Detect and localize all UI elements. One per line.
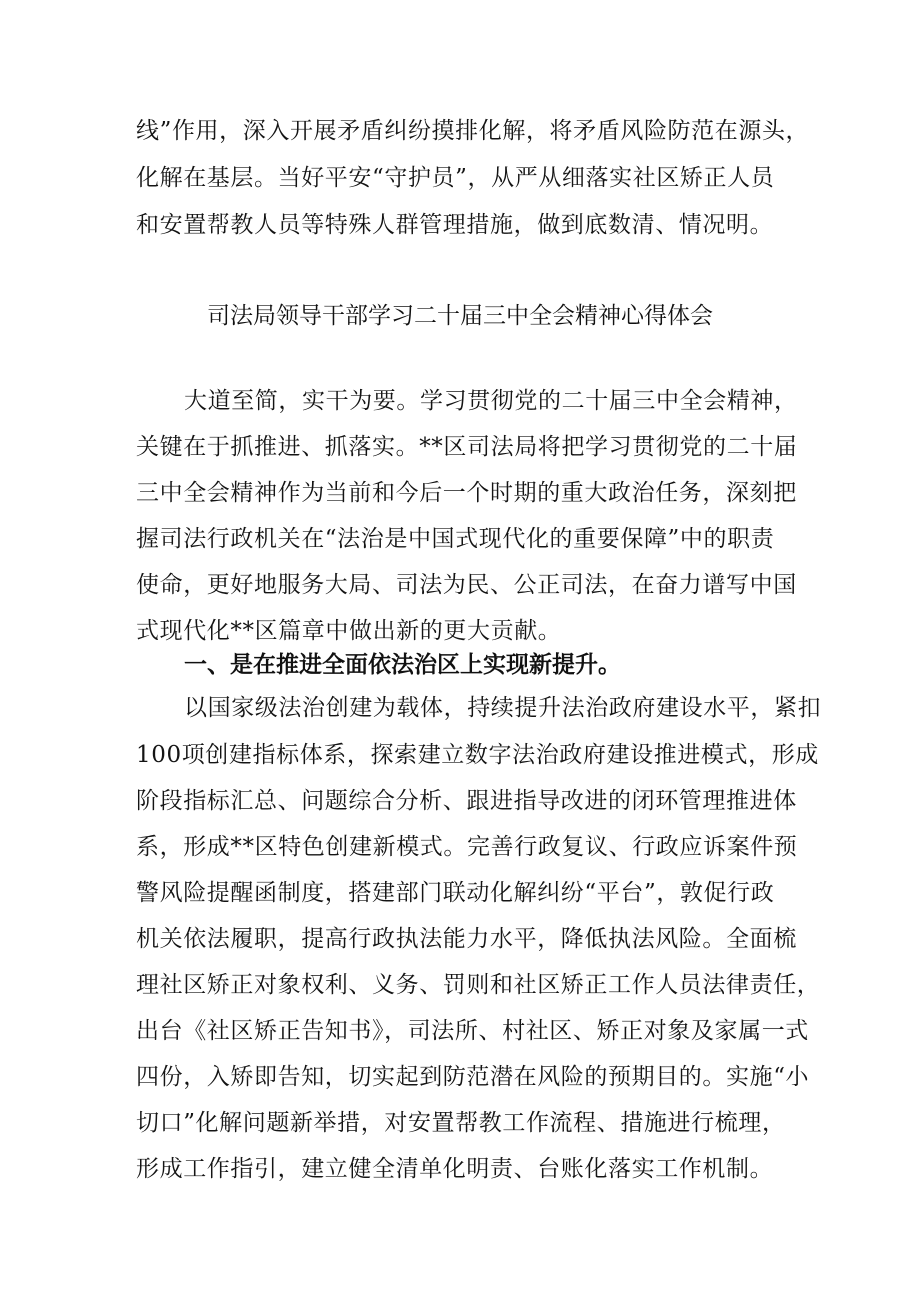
section-line-9: 四份，入矫即告知，切实起到防范潜在风险的预期目的。实施“小 xyxy=(136,1064,810,1090)
intro-line-5: 使命，更好地服务大局、司法为民、公正司法，在奋力谱写中国 xyxy=(136,572,797,598)
section-line-1: 以国家级法治创建为载体，持续提升法治政府建设水平，紧扣 xyxy=(184,695,822,721)
section-heading: 一、是在推进全面依法治区上实现新提升。 xyxy=(184,652,621,678)
continuation-line-1: 线”作用，深入开展矛盾纠纷摸排化解，将矛盾风险防范在源头， xyxy=(136,118,810,144)
intro-line-1: 大道至简，实干为要。学习贯彻党的二十届三中全会精神， xyxy=(184,388,798,414)
article-title: 司法局领导干部学习二十届三中全会精神心得体会 xyxy=(207,303,713,329)
intro-line-6: 式现代化**区篇章中做出新的更大贡献。 xyxy=(136,618,562,644)
intro-line-3: 三中全会精神作为当前和今后一个时期的重大政治任务，深刻把 xyxy=(136,480,797,506)
intro-line-2: 关键在于抓推进、抓落实。**区司法局将把学习贯彻党的二十届 xyxy=(136,434,798,460)
section-line-6: 机关依法履职，提高行政执法能力水平，降低执法风险。全面梳 xyxy=(136,926,797,952)
section-line-5: 警风险提醒函制度，搭建部门联动化解纠纷“平台”，敦促行政 xyxy=(136,880,775,906)
section-line-2: 100项创建指标体系，探索建立数字法治政府建设推进模式，形成 xyxy=(136,742,819,768)
section-line-7: 理社区矫正对象权利、义务、罚则和社区矫正工作人员法律责任， xyxy=(136,972,821,998)
continuation-line-3: 和安置帮教人员等特殊人群管理措施，做到底数清、情况明。 xyxy=(136,212,774,238)
section-line-8: 出台《社区矫正告知书》，司法所、村社区、矫正对象及家属一式 xyxy=(136,1018,809,1044)
section-line-11: 形成工作指引，建立健全清单化明责、台账化落实工作机制。 xyxy=(136,1156,774,1182)
intro-line-4: 握司法行政机关在“法治是中国式现代化的重要保障”中的职责 xyxy=(136,526,775,552)
section-line-4: 系，形成**区特色创建新模式。完善行政复议、行政应诉案件预 xyxy=(136,834,798,860)
continuation-line-2: 化解在基层。当好平安“守护员”，从严从细落实社区矫正人员 xyxy=(136,165,775,191)
section-line-3: 阶段指标汇总、问题综合分析、跟进指导改进的闭环管理推进体 xyxy=(136,788,797,814)
section-line-10: 切口”化解问题新举措，对安置帮教工作流程、措施进行梳理， xyxy=(136,1110,786,1136)
